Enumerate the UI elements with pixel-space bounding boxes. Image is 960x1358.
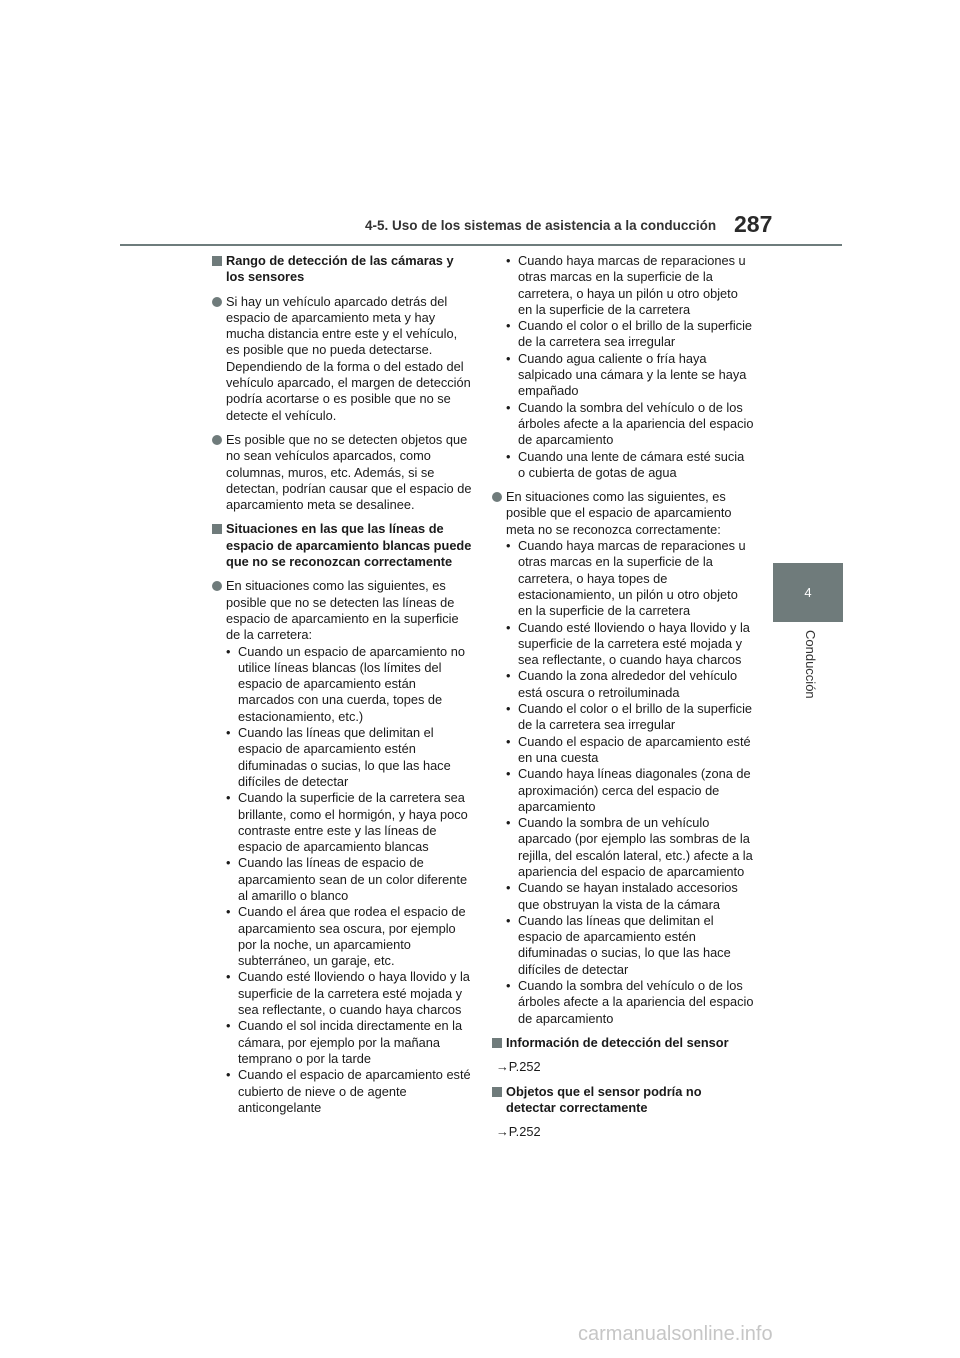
header-divider [120,244,842,246]
paragraph: Es posible que no se detecten objetos que no sean vehículos aparcados, como columnas, muros, etc. Además, si se detectan, podrían causar que el espacio de aparcamiento meta se desalinee. [212,432,474,513]
list-item: • Cuando la sombra de un vehículo aparcado (por ejemplo las sombras de la rejilla, del escalón lateral, etc.) afecte a la apariencia del espacio de aparcamiento [506,815,754,880]
left-column [212,253,474,1124]
square-bullet-icon [492,1087,502,1097]
list-item: • Cuando haya marcas de reparaciones u otras marcas en la superficie de la carretera, o haya un pilón u otro objeto en la superficie de la carretera [506,253,754,318]
list-item: • Cuando el espacio de aparcamiento esté en una cuesta [506,734,754,767]
circle-bullet-icon [212,581,222,591]
section-heading: Situaciones en las que las líneas de espacio de aparcamiento blancas puede que no se reconozcan correctamente [212,521,474,570]
paragraph: Si hay un vehículo aparcado detrás del espacio de aparcamiento meta y hay mucha distancia entre este y el vehículo, es posible que no pueda detectarse. Dependiendo de la forma o del estado del vehículo aparcado, el margen de detección podría acortarse o es posible que no se detecte el vehículo. [212,294,474,424]
list-item: • Cuando una lente de cámara esté sucia o cubierta de gotas de agua [506,449,754,482]
list-item: • Cuando el espacio de aparcamiento esté cubierto de nieve o de agente anticongelante [226,1067,474,1116]
chapter-label: Conducción [803,630,818,699]
paragraph: En situaciones como las siguientes, es posible que el espacio de aparcamiento meta no se reconozca correctamente: • Cuando haya marcas de reparaciones u otras marcas en la superficie de la carretera, o haya topes de estacionamiento, un pilón u otro objeto en la superficie de la carretera • Cuando esté lloviendo o haya llovido y la superficie de la carretera esté mojada y sea reflectante, o cuando haya charcos • Cuando la zona alrededor del vehículo está oscura o retroiluminada • Cuando el color o el brillo de la superficie de la carretera sea irregular • Cuando el espacio de aparcamiento esté en una cuesta • Cuando haya líneas diagonales (zona de aproximación) cerca del espacio de aparcamiento • Cuando la sombra de un vehículo aparcado (por ejemplo las sombras de la rejilla, del escalón lateral, etc.) afecte a la apariencia del espacio de aparcamiento • Cuando se hayan instalado accesorios que obstruyan la vista de la cámara • Cuando las líneas que delimitan el espacio de aparcamiento estén difuminadas o sucias, lo que las hace difíciles de detectar • Cuando la sombra del vehículo o de los árboles afecte a la apariencia del espacio de aparcamiento [492,489,754,1027]
circle-bullet-icon [212,297,222,307]
list-item: • Cuando el área que rodea el espacio de aparcamiento sea oscura, por ejemplo por la noche, un aparcamiento subterráneo, un garaje, etc. [226,904,474,969]
paragraph: En situaciones como las siguientes, es posible que no se detecten las líneas de espacio de aparcamiento en la superficie de la carretera: • Cuando un espacio de aparcamiento no utilice líneas blancas (los límites del espacio de aparcamiento están marcados con una cuerda, topes de estacionamiento, etc.) • Cuando las líneas que delimitan el espacio de aparcamiento estén difuminadas o sucias, lo que las hace difíciles de detectar • Cuando la superficie de la carretera sea brillante, como el hormigón, y haya poco contraste entre este y las líneas de espacio de aparcamiento blancas • Cuando las líneas de espacio de aparcamiento sean de un color diferente al amarillo o blanco • Cuando el área que rodea el espacio de aparcamiento sea oscura, por ejemplo por la noche, un aparcamiento subterráneo, un garaje, etc. • Cuando esté lloviendo o haya llovido y la superficie de la carretera esté mojada y sea reflectante, o cuando haya charcos • Cuando el sol incida directamente en la cámara, por ejemplo por la mañana temprano o por la tarde • Cuando el espacio de aparcamiento esté cubierto de nieve o de agente anticongelante [212,578,474,1116]
list-item: • Cuando agua caliente o fría haya salpicado una cámara y la lente se haya empañado [506,351,754,400]
circle-bullet-icon [492,492,502,502]
page-number: 287 [734,211,773,237]
list-item: • Cuando las líneas que delimitan el espacio de aparcamiento estén difuminadas o sucias, lo que las hace difíciles de detectar [506,913,754,978]
list-item: • Cuando se hayan instalado accesorios que obstruyan la vista de la cámara [506,880,754,913]
list-item: • Cuando haya líneas diagonales (zona de aproximación) cerca del espacio de aparcamiento [506,766,754,815]
bullet-list [506,253,754,481]
list-item: • Cuando las líneas de espacio de aparcamiento sean de un color diferente al amarillo o blanco [226,855,474,904]
list-item: • Cuando esté lloviendo o haya llovido y la superficie de la carretera esté mojada y sea reflectante, o cuando haya charcos [506,620,754,669]
list-item: • Cuando la superficie de la carretera sea brillante, como el hormigón, y haya poco contraste entre este y las líneas de espacio de aparcamiento blancas [226,790,474,855]
section-title: 4-5. Uso de los sistemas de asistencia a la conducción [365,218,717,233]
section-heading: Información de detección del sensor [492,1035,754,1051]
page-reference: →P.252 [496,1124,541,1140]
list-item: • Cuando la sombra del vehículo o de los árboles afecte a la apariencia del espacio de aparcamiento [506,978,754,1027]
right-column [492,253,754,1148]
section-heading: Rango de detección de las cámaras y los sensores [212,253,474,286]
watermark: carmanualsonline.info [578,1323,773,1345]
list-item: • Cuando haya marcas de reparaciones u otras marcas en la superficie de la carretera, o haya topes de estacionamiento, un pilón u otro objeto en la superficie de la carretera [506,538,754,619]
square-bullet-icon [212,524,222,534]
list-item: • Cuando las líneas que delimitan el espacio de aparcamiento estén difuminadas o sucias, lo que las hace difíciles de detectar [226,725,474,790]
list-item: • Cuando la sombra del vehículo o de los árboles afecte a la apariencia del espacio de aparcamiento [506,400,754,449]
bullet-list [226,644,474,1117]
list-item: • Cuando el color o el brillo de la superficie de la carretera sea irregular [506,318,754,351]
list-item: • Cuando el sol incida directamente en la cámara, por ejemplo por la mañana temprano o por la tarde [226,1018,474,1067]
square-bullet-icon [492,1038,502,1048]
list-item: • Cuando un espacio de aparcamiento no utilice líneas blancas (los límites del espacio de aparcamiento están marcados con una cuerda, topes de estacionamiento, etc.) [226,644,474,725]
square-bullet-icon [212,256,222,266]
section-heading: Objetos que el sensor podría no detectar correctamente [492,1084,754,1117]
chapter-tab: 4 [773,563,843,622]
page-reference: →P.252 [496,1059,541,1075]
list-item: • Cuando el color o el brillo de la superficie de la carretera sea irregular [506,701,754,734]
circle-bullet-icon [212,435,222,445]
list-item: • Cuando la zona alrededor del vehículo está oscura o retroiluminada [506,668,754,701]
bullet-list [506,538,754,1027]
list-item: • Cuando esté lloviendo o haya llovido y la superficie de la carretera esté mojada y sea reflectante, o cuando haya charcos [226,969,474,1018]
